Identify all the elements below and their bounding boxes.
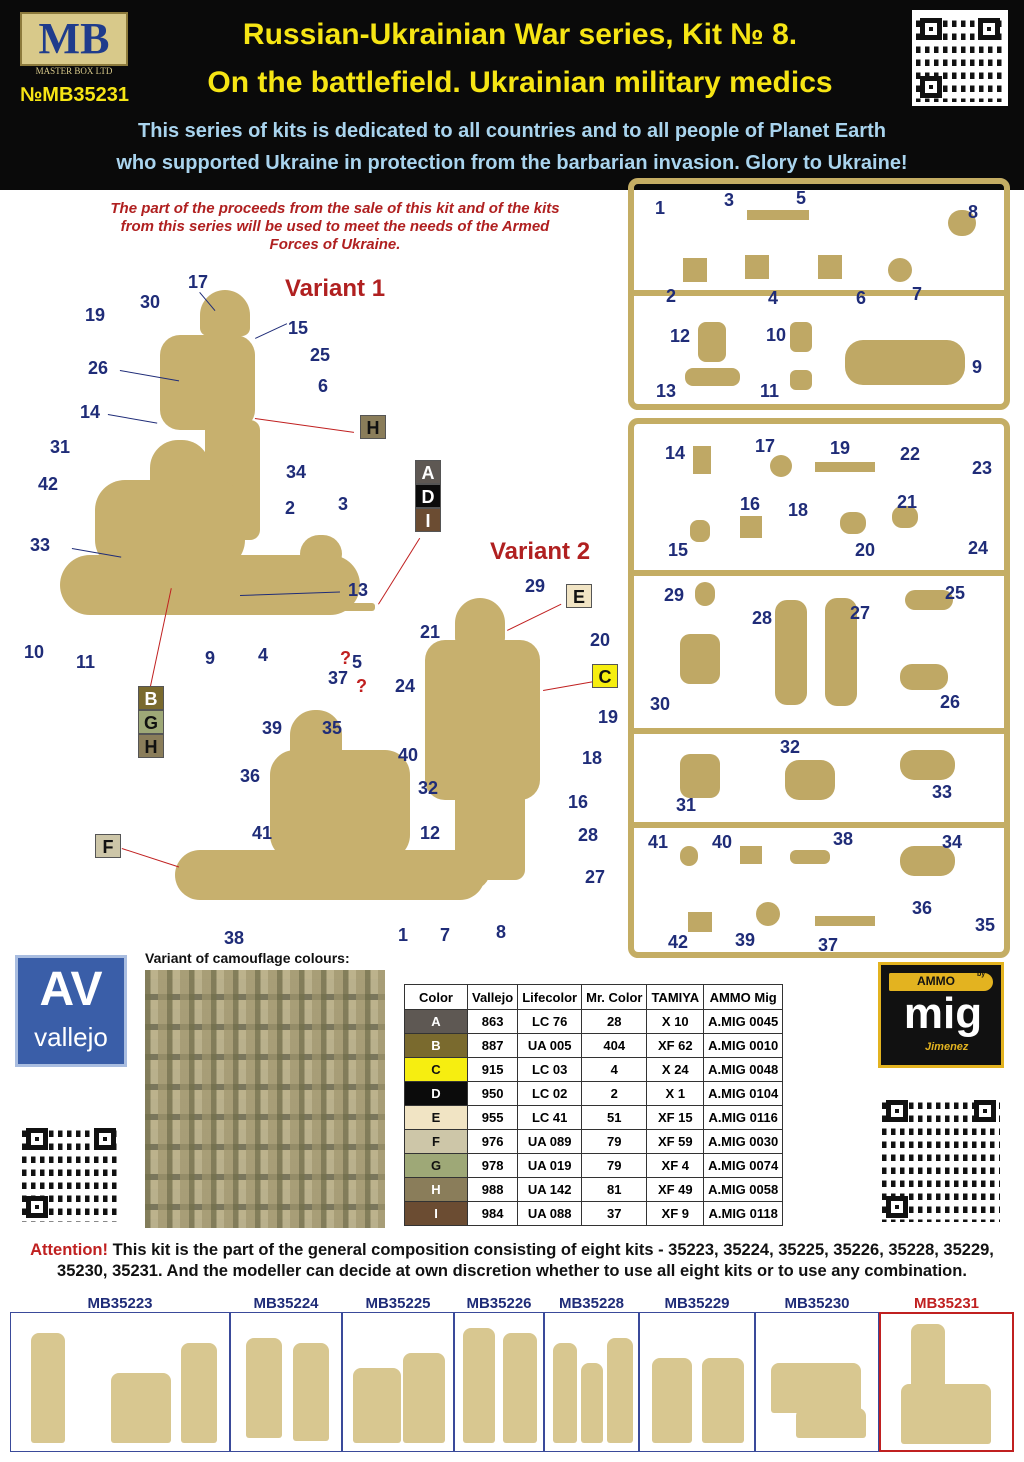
table-cell: LC 41 <box>518 1106 582 1130</box>
vallejo-logo <box>15 955 127 1067</box>
swatch-marker: H <box>138 734 164 758</box>
page-title: Russian-Ukrainian War series, Kit № 8. <box>242 18 798 51</box>
part-number: 3 <box>724 190 735 210</box>
masterbox-logo: MB <box>20 12 128 66</box>
part-number: 22 <box>900 444 921 464</box>
callout: 4 <box>258 645 269 665</box>
table-cell: LC 02 <box>518 1082 582 1106</box>
callout: 21 <box>420 622 441 642</box>
callout: 7 <box>440 925 451 945</box>
table-cell: 37 <box>582 1202 647 1226</box>
callout: 38 <box>224 928 245 948</box>
table-cell: UA 089 <box>518 1130 582 1154</box>
swatch-marker: E <box>566 584 592 608</box>
part-number: 27 <box>850 603 871 623</box>
sprue-bar <box>628 290 1010 296</box>
qr-code-icon[interactable] <box>912 10 1008 106</box>
table-header: Color <box>405 985 468 1010</box>
color-code-cell: I <box>405 1202 468 1226</box>
vallejo-logo-mark: AV <box>39 963 103 1016</box>
part-number: 29 <box>664 585 685 605</box>
color-code-cell: E <box>405 1106 468 1130</box>
sprue-bar <box>628 822 1010 828</box>
attention-note <box>20 1240 1004 1282</box>
callout: 33 <box>30 535 51 555</box>
color-code-cell: F <box>405 1130 468 1154</box>
attention-line-1: This kit is the part of the general composition consisting of eight kits - 35223, 35224, 35225, 35226, 35228, 35229, <box>108 1241 994 1259</box>
part-number: 14 <box>665 443 686 463</box>
attention-label: Attention! <box>30 1241 109 1259</box>
part-number: 33 <box>932 782 953 802</box>
table-cell: UA 088 <box>518 1202 582 1226</box>
table-row <box>405 1058 783 1082</box>
part-number: 11 <box>760 381 780 401</box>
page-subtitle: On the battlefield. Ukrainian military medics <box>207 66 833 99</box>
kit-thumbnail-35229[interactable] <box>639 1312 755 1452</box>
color-code-cell: H <box>405 1178 468 1202</box>
table-cell: UA 005 <box>518 1034 582 1058</box>
ammo-by-text: by <box>977 971 986 978</box>
kit-thumbnail-35228[interactable] <box>544 1312 639 1452</box>
leader-line-red <box>507 604 561 631</box>
sprue-part <box>888 258 912 282</box>
leader-line-red <box>255 418 354 433</box>
color-code-cell: G <box>405 1154 468 1178</box>
part-number: 26 <box>940 692 961 712</box>
part-number: 39 <box>735 930 756 950</box>
table-cell: 984 <box>468 1202 518 1226</box>
color-reference-table <box>404 984 783 1226</box>
sprue-part <box>790 370 812 390</box>
leader-line-red <box>122 848 179 867</box>
callout: 12 <box>420 823 441 843</box>
part-number: 18 <box>788 500 809 520</box>
callout: 16 <box>568 792 589 812</box>
question-mark: ? <box>340 648 351 668</box>
kit-thumbnail-35223[interactable] <box>10 1312 230 1452</box>
swatch-marker: H <box>360 415 386 439</box>
callout: 19 <box>598 707 619 727</box>
sprue-part <box>693 446 711 474</box>
part-number: 41 <box>648 832 669 852</box>
part-number: 10 <box>766 325 787 345</box>
callout: 36 <box>240 766 261 786</box>
table-cell: 915 <box>468 1058 518 1082</box>
part-number: 35 <box>975 915 996 935</box>
table-cell: 955 <box>468 1106 518 1130</box>
sprue-part <box>840 512 866 534</box>
table-cell: XF 49 <box>647 1178 704 1202</box>
sprue-part-torso <box>680 634 720 684</box>
table-cell: 51 <box>582 1106 647 1130</box>
swatch-marker: F <box>95 834 121 858</box>
part-number: 15 <box>668 540 689 560</box>
callout: 25 <box>310 345 331 365</box>
part-number: 2 <box>666 286 677 306</box>
swatch-marker: I <box>415 508 441 532</box>
part-number: 40 <box>712 832 733 852</box>
part-number: 21 <box>897 492 918 512</box>
callout: 20 <box>590 630 611 650</box>
sprue-part <box>690 520 710 542</box>
callout: 8 <box>496 922 507 942</box>
table-row <box>405 1154 783 1178</box>
part-number: 5 <box>796 188 807 208</box>
sprue-part <box>818 255 842 279</box>
table-cell: X 10 <box>647 1010 704 1034</box>
table-row <box>405 1202 783 1226</box>
sprue-part <box>680 846 698 866</box>
sprue-frame-2 <box>628 418 1010 958</box>
part-number: 24 <box>968 538 989 558</box>
callout: 11 <box>76 652 96 672</box>
table-cell: A.MIG 0116 <box>704 1106 783 1130</box>
table-cell: 404 <box>582 1034 647 1058</box>
sprue-part-rifle <box>747 210 809 220</box>
kit-label: MB35226 <box>466 1295 532 1312</box>
guard-soldier-torso <box>425 640 540 800</box>
part-number: 42 <box>668 932 689 952</box>
sprue-part <box>900 750 955 780</box>
sprue-part-rifle <box>815 462 875 472</box>
sprue-part <box>900 664 948 690</box>
callout: 2 <box>285 498 296 518</box>
ammo-brand-text: AMMO <box>917 974 955 988</box>
kit-thumbnail-35225[interactable] <box>342 1312 454 1452</box>
kit-label: MB35225 <box>365 1295 431 1312</box>
callout: 18 <box>582 748 603 768</box>
part-number: 9 <box>972 357 983 377</box>
sprue-part <box>740 516 762 538</box>
table-cell: 2 <box>582 1082 647 1106</box>
table-cell: A.MIG 0010 <box>704 1034 783 1058</box>
table-cell: A.MIG 0104 <box>704 1082 783 1106</box>
part-number: 23 <box>972 458 993 478</box>
header-banner <box>0 0 1024 190</box>
callout: 28 <box>578 825 599 845</box>
table-cell: 978 <box>468 1154 518 1178</box>
sprue-part-leg <box>775 600 807 705</box>
callout: 15 <box>288 318 309 338</box>
part-number: 13 <box>656 381 677 401</box>
wounded-soldier-helmet <box>300 535 342 573</box>
callout: 6 <box>318 376 329 396</box>
callout: 9 <box>205 648 216 668</box>
table-cell: XF 15 <box>647 1106 704 1130</box>
swatch-marker: B <box>138 686 164 710</box>
table-cell: 79 <box>582 1130 647 1154</box>
table-cell: 79 <box>582 1154 647 1178</box>
part-number: 17 <box>755 436 776 456</box>
table-row <box>405 1034 783 1058</box>
table-cell: UA 019 <box>518 1154 582 1178</box>
swatch-marker: A <box>415 460 441 484</box>
table-cell: UA 142 <box>518 1178 582 1202</box>
ammo-jimenez-text: Jimenez <box>925 1041 969 1053</box>
table-header: Lifecolor <box>518 985 582 1010</box>
variant-1-heading: Variant 1 <box>285 275 386 302</box>
table-header: Mr. Color <box>582 985 647 1010</box>
dedication-line-1: This series of kits is dedicated to all countries and to all people of Planet Earth <box>138 120 886 142</box>
table-header-row <box>405 985 783 1010</box>
table-cell: X 1 <box>647 1082 704 1106</box>
standing-soldier-torso <box>160 335 255 430</box>
guard-soldier-helmet <box>455 598 505 646</box>
table-cell: A.MIG 0048 <box>704 1058 783 1082</box>
masterbox-logo-subtext: MASTER BOX LTD <box>35 66 113 76</box>
table-cell: 81 <box>582 1178 647 1202</box>
kit-thumbnail-35231[interactable] <box>879 1312 1014 1452</box>
rifle-on-ground <box>265 603 375 611</box>
callout: 5 <box>352 652 363 672</box>
sprue-part <box>740 846 762 864</box>
table-cell: XF 9 <box>647 1202 704 1226</box>
part-number: 30 <box>650 694 671 714</box>
leader-line <box>255 323 287 339</box>
table-row <box>405 1178 783 1202</box>
color-code-cell: A <box>405 1010 468 1034</box>
callout: 30 <box>140 292 161 312</box>
table-cell: A.MIG 0045 <box>704 1010 783 1034</box>
table-header: AMMO Mig <box>704 985 783 1010</box>
callout: 24 <box>395 676 416 696</box>
attention-line-2: 35230, 35231. And the modeller can decide at own discretion whether to use all eight kits or to use any combination. <box>57 1262 967 1280</box>
callout: 10 <box>24 642 45 662</box>
wounded-2-body <box>175 850 485 900</box>
sprue-part-torso <box>845 340 965 385</box>
sprue-part-helmet <box>756 902 780 926</box>
table-cell: A.MIG 0118 <box>704 1202 783 1226</box>
ammo-mig-text: mig <box>903 989 983 1038</box>
sprue-part <box>695 582 715 606</box>
standing-soldier-helmet <box>200 290 250 336</box>
part-number: 19 <box>830 438 851 458</box>
color-code-cell: B <box>405 1034 468 1058</box>
table-row <box>405 1010 783 1034</box>
sprue-part <box>785 760 835 800</box>
sprue-part <box>745 255 769 279</box>
table-row <box>405 1106 783 1130</box>
table-cell: XF 4 <box>647 1154 704 1178</box>
table-row <box>405 1130 783 1154</box>
sprue-bar <box>628 570 1010 576</box>
part-number: 7 <box>912 284 923 304</box>
part-number: 25 <box>945 583 966 603</box>
part-number: 32 <box>780 737 801 757</box>
kit-thumbnail-35226[interactable] <box>454 1312 544 1452</box>
callout: 34 <box>286 462 307 482</box>
table-cell: 4 <box>582 1058 647 1082</box>
sprue-part <box>685 368 740 386</box>
ammo-mig-logo <box>878 962 1004 1068</box>
callout: 26 <box>88 358 109 378</box>
swatch-marker: D <box>415 484 441 508</box>
callout: 17 <box>188 272 209 292</box>
swatch-marker: C <box>592 664 618 688</box>
table-cell: A.MIG 0074 <box>704 1154 783 1178</box>
camo-label: Variant of camouflage colours: <box>145 950 350 966</box>
kit-thumbnail-35230[interactable] <box>755 1312 879 1452</box>
table-cell: 28 <box>582 1010 647 1034</box>
part-number: 4 <box>768 288 779 308</box>
part-number: 38 <box>833 829 854 849</box>
callout: 32 <box>418 778 439 798</box>
callout: 3 <box>338 494 349 514</box>
table-cell: 863 <box>468 1010 518 1034</box>
dedication-line-2: who supported Ukraine in protection from the barbarian invasion. Glory to Ukraine! <box>116 152 908 174</box>
table-cell: XF 62 <box>647 1034 704 1058</box>
part-number: 20 <box>855 540 876 560</box>
callout: 39 <box>262 718 283 738</box>
table-cell: 988 <box>468 1178 518 1202</box>
part-number: 1 <box>655 198 666 218</box>
table-cell: 976 <box>468 1130 518 1154</box>
table-cell: 887 <box>468 1034 518 1058</box>
kit-label: MB35230 <box>784 1295 850 1312</box>
callout: 27 <box>585 867 606 887</box>
table-cell: A.MIG 0030 <box>704 1130 783 1154</box>
callout: 14 <box>80 402 101 422</box>
qr-code-icon[interactable] <box>18 1120 124 1226</box>
part-number: 16 <box>740 494 761 514</box>
part-number: 8 <box>968 202 979 222</box>
part-number: 34 <box>942 832 963 852</box>
kit-label: MB35229 <box>664 1295 730 1312</box>
callout: 19 <box>85 305 106 325</box>
wounded-2-helmet <box>450 852 490 890</box>
table-cell: X 24 <box>647 1058 704 1082</box>
part-number: 6 <box>856 288 867 308</box>
part-number: 31 <box>676 795 697 815</box>
sprue-part <box>688 912 712 932</box>
kit-thumbnail-35224[interactable] <box>230 1312 342 1452</box>
sprue-part-torso <box>680 754 720 798</box>
callout: 40 <box>398 745 419 765</box>
leader-line-red <box>543 681 594 691</box>
callout: 1 <box>398 925 409 945</box>
callout: 31 <box>50 437 71 457</box>
table-cell: A.MIG 0058 <box>704 1178 783 1202</box>
qr-code-icon[interactable] <box>878 1092 1004 1226</box>
vallejo-brand-name: vallejo <box>34 1022 108 1052</box>
kit-label: MB35228 <box>558 1295 625 1312</box>
callout: 35 <box>322 718 343 738</box>
table-body <box>405 1010 783 1226</box>
table-row <box>405 1082 783 1106</box>
part-number: 28 <box>752 608 773 628</box>
part-number: 37 <box>818 935 839 955</box>
table-header: Vallejo <box>468 985 518 1010</box>
color-code-cell: C <box>405 1058 468 1082</box>
kit-label: MB35224 <box>253 1295 319 1312</box>
callout: 42 <box>38 474 59 494</box>
callout: 29 <box>525 576 546 596</box>
variant-2-heading: Variant 2 <box>490 538 591 565</box>
sprue-part-rifle <box>815 916 875 926</box>
callout: 13 <box>348 580 369 600</box>
callout: 41 <box>252 823 273 843</box>
table-cell: 950 <box>468 1082 518 1106</box>
table-cell: LC 76 <box>518 1010 582 1034</box>
sprue-part <box>790 850 830 864</box>
color-code-cell: D <box>405 1082 468 1106</box>
proceeds-note: The part of the proceeds from the sale of this kit and of the kits from this series will be used to meet the needs of the Armed Forces of Ukraine. <box>110 200 560 253</box>
camo-swatch <box>145 970 385 1228</box>
medic-2-body <box>270 750 410 860</box>
sprue-part <box>770 455 792 477</box>
sprue-part <box>790 322 812 352</box>
table-cell: XF 59 <box>647 1130 704 1154</box>
sprue-part <box>683 258 707 282</box>
part-number: 12 <box>670 326 691 346</box>
kit-code: №MB35231 <box>20 84 130 106</box>
sprue-bar <box>628 728 1010 734</box>
callout: 37 <box>328 668 349 688</box>
kit-label: MB35223 <box>87 1295 153 1312</box>
sprue-part <box>698 322 726 362</box>
part-number: 36 <box>912 898 933 918</box>
swatch-marker: G <box>138 710 164 734</box>
table-cell: LC 03 <box>518 1058 582 1082</box>
question-mark: ? <box>356 676 367 696</box>
kit-label: MB35231 <box>913 1295 980 1312</box>
leader-line <box>108 414 157 424</box>
leader-line-red <box>378 538 420 605</box>
table-header: TAMIYA <box>647 985 704 1010</box>
